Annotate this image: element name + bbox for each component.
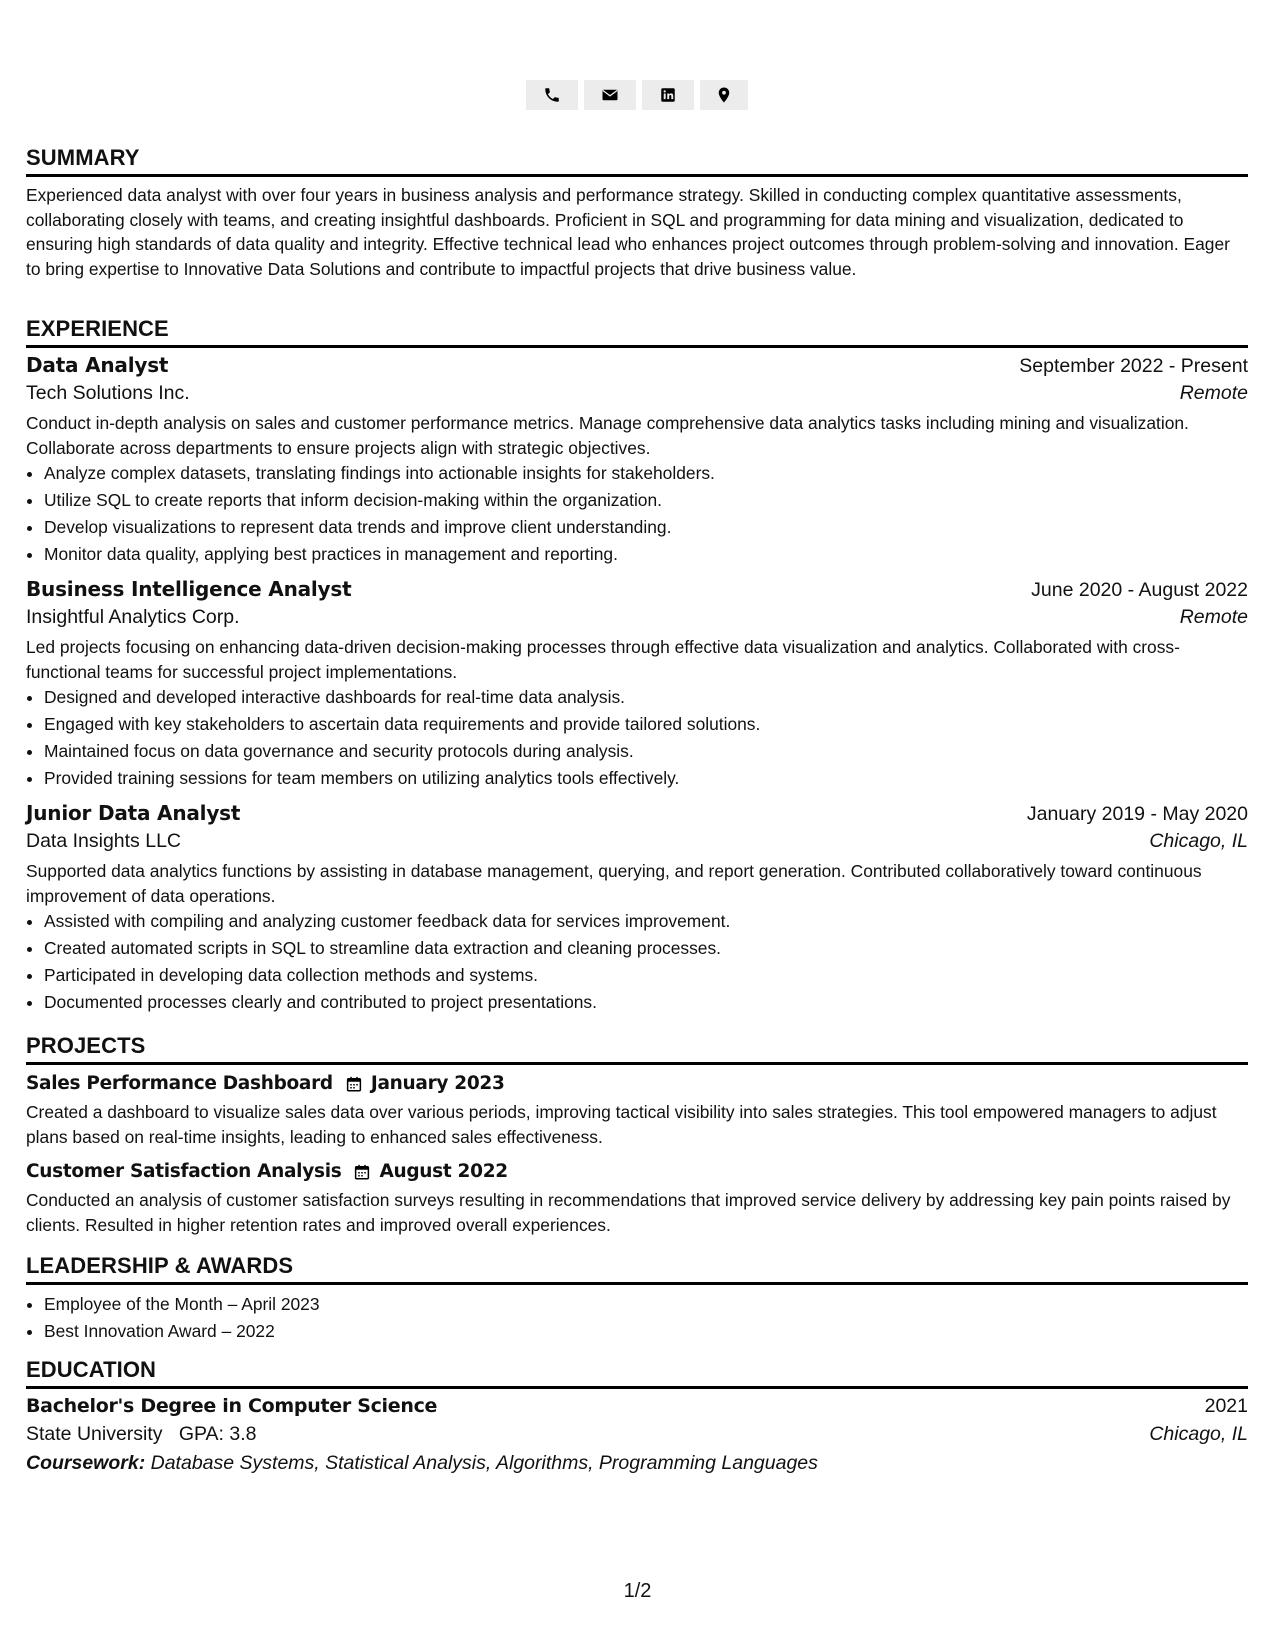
section-title-projects: PROJECTS bbox=[26, 1033, 1248, 1065]
job-title: Junior Data Analyst bbox=[26, 801, 241, 825]
school-info bbox=[26, 1423, 257, 1446]
awards-section bbox=[26, 1253, 1248, 1345]
linkedin-contact[interactable] bbox=[642, 80, 694, 110]
project-title: Sales Performance Dashboard bbox=[26, 1073, 333, 1094]
contact-bar bbox=[26, 80, 1248, 110]
job-entry bbox=[26, 577, 1248, 792]
list-item: • Maintained focus on data governance and security protocols during analysis. bbox=[44, 738, 1248, 765]
linkedin-icon bbox=[659, 86, 677, 104]
location-icon bbox=[715, 86, 733, 104]
job-bullets bbox=[26, 460, 1248, 568]
resume-page bbox=[26, 0, 1248, 1650]
coursework bbox=[26, 1452, 1248, 1475]
list-item: • Documented processes clearly and contributed to project presentations. bbox=[44, 989, 1248, 1016]
project-title: Customer Satisfaction Analysis bbox=[26, 1161, 342, 1182]
coursework-label: Coursework: bbox=[26, 1452, 146, 1474]
list-item: • Utilize SQL to create reports that inform decision-making within the organization. bbox=[44, 487, 1248, 514]
job-dates: September 2022 - Present bbox=[1019, 355, 1248, 377]
projects-section bbox=[26, 1033, 1248, 1237]
list-item: • Assisted with compiling and analyzing customer feedback data for services improvement. bbox=[44, 908, 1248, 935]
project-date bbox=[353, 1161, 507, 1182]
summary-section bbox=[26, 145, 1248, 281]
list-item: • Designed and developed interactive dashboards for real-time data analysis. bbox=[44, 684, 1248, 711]
job-title: Business Intelligence Analyst bbox=[26, 577, 352, 601]
list-item: • Monitor data quality, applying best practices in management and reporting. bbox=[44, 541, 1248, 568]
project-entry bbox=[26, 1073, 1248, 1149]
project-description: Conducted an analysis of customer satisfaction surveys resulting in recommendations that improved service delivery by addressing key pain points raised by clients. Resulted in higher retention rates and improved overall experiences. bbox=[26, 1190, 1231, 1235]
section-title-awards: LEADERSHIP & AWARDS bbox=[26, 1253, 1248, 1285]
location-contact[interactable] bbox=[700, 80, 748, 110]
summary-text: Experienced data analyst with over four years in business analysis and performance strategy. Skilled in conducting complex quantitative assessments, collaborating closely with teams, and creating insightful dashboards. Proficient in SQL and programming for data mining and visualization, dedicated to ensuring high standards of data quality and integrity. Effective technical lead who enhances project outcomes through problem-solving and innovation. Eager to bring expertise to Innovative Data Solutions and contribute to impactful projects that drive business value. bbox=[26, 185, 1230, 279]
page-indicator: 1/2 bbox=[623, 1580, 652, 1602]
education-section bbox=[26, 1357, 1248, 1475]
job-bullets bbox=[26, 908, 1248, 1016]
email-icon bbox=[601, 86, 619, 104]
job-title: Data Analyst bbox=[26, 353, 169, 377]
company-name: Tech Solutions Inc. bbox=[26, 382, 190, 404]
list-item: • Develop visualizations to represent data trends and improve client understanding. bbox=[44, 514, 1248, 541]
project-date-text: January 2023 bbox=[370, 1073, 505, 1094]
phone-contact[interactable] bbox=[526, 80, 578, 110]
list-item: • Created automated scripts in SQL to streamline data extraction and cleaning processes. bbox=[44, 935, 1248, 962]
list-item: • Employee of the Month – April 2023 bbox=[44, 1291, 1248, 1318]
calendar-icon bbox=[345, 1075, 363, 1093]
section-title-summary: SUMMARY bbox=[26, 145, 1248, 177]
school-location: Chicago, IL bbox=[1149, 1423, 1248, 1445]
calendar-icon bbox=[353, 1163, 371, 1181]
company-name: Data Insights LLC bbox=[26, 830, 182, 852]
phone-icon bbox=[543, 86, 561, 104]
school-name: State University bbox=[26, 1423, 163, 1445]
degree-title: Bachelor's Degree in Computer Science bbox=[26, 1395, 438, 1417]
project-entry bbox=[26, 1161, 1248, 1237]
job-entry bbox=[26, 353, 1248, 568]
experience-section bbox=[26, 316, 1248, 1016]
list-item: • Engaged with key stakeholders to ascertain data requirements and provide tailored solutions. bbox=[44, 711, 1248, 738]
job-location: Remote bbox=[1179, 382, 1248, 404]
list-item: • Best Innovation Award – 2022 bbox=[44, 1318, 1248, 1345]
project-description: Created a dashboard to visualize sales data over various periods, improving tactical visibility into sales strategies. This tool empowered managers to adjust plans based on real-time insights, leading to enhanced sales effectiveness. bbox=[26, 1102, 1217, 1147]
job-location: Remote bbox=[1179, 606, 1248, 628]
job-entry bbox=[26, 801, 1248, 1016]
section-title-experience: EXPERIENCE bbox=[26, 316, 1248, 348]
job-description: Conduct in-depth analysis on sales and customer performance metrics. Manage comprehensive data analytics tasks including mining and visualization. Collaborate across departments to ensure projects align with strategic objectives. bbox=[26, 413, 1189, 458]
section-title-education: EDUCATION bbox=[26, 1357, 1248, 1389]
awards-list bbox=[26, 1291, 1248, 1345]
graduation-year: 2021 bbox=[1204, 1395, 1248, 1417]
job-dates: June 2020 - August 2022 bbox=[1031, 579, 1248, 601]
company-name: Insightful Analytics Corp. bbox=[26, 606, 240, 628]
project-date-text: August 2022 bbox=[379, 1161, 508, 1182]
job-bullets bbox=[26, 684, 1248, 792]
list-item: • Provided training sessions for team members on utilizing analytics tools effectively. bbox=[44, 765, 1248, 792]
list-item: • Participated in developing data collection methods and systems. bbox=[44, 962, 1248, 989]
coursework-list: Database Systems, Statistical Analysis, Algorithms, Programming Languages bbox=[150, 1452, 818, 1474]
project-date bbox=[345, 1073, 505, 1094]
job-location: Chicago, IL bbox=[1149, 830, 1248, 852]
job-description: Supported data analytics functions by assisting in database management, querying, and report generation. Contributed collaboratively toward continuous improvement of data operations. bbox=[26, 861, 1202, 906]
gpa: GPA: 3.8 bbox=[178, 1423, 257, 1445]
job-dates: January 2019 - May 2020 bbox=[1026, 803, 1248, 825]
job-description: Led projects focusing on enhancing data-driven decision-making processes through effective data visualization and analytics. Collaborated with cross-functional teams for successful project implementations. bbox=[26, 637, 1180, 682]
list-item: • Analyze complex datasets, translating findings into actionable insights for stakeholders. bbox=[44, 460, 1248, 487]
email-contact[interactable] bbox=[584, 80, 636, 110]
